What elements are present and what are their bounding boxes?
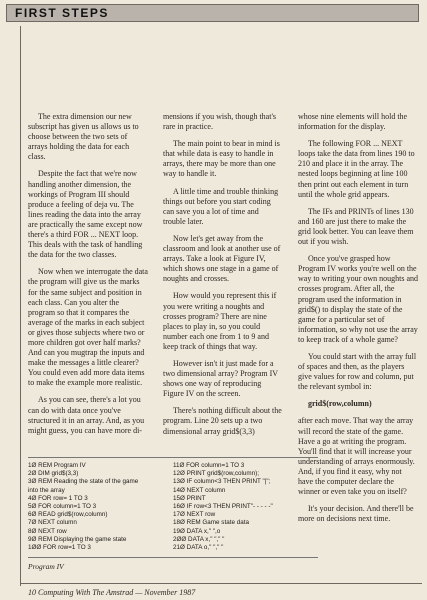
- listing-top-rule: [28, 457, 318, 458]
- code-line: 1Ø REM Program IV: [28, 462, 86, 469]
- code-line: 1ØØ FOR row=1 TO 3: [28, 544, 91, 552]
- listing-bottom-rule: [28, 557, 318, 558]
- code-line: 3Ø REM Reading the state of the game: [28, 478, 139, 486]
- paragraph: Despite the fact that we're now handling another dimension, the workings of Program III should produce a feeling of deja vu. The lines reading the data into the array are practically the same except now there's a third FOR ... NEXT loop. This deals with the task of handling the data for the two classes.: [28, 169, 143, 260]
- paragraph: whose nine elements will hold the information for the display.: [298, 112, 408, 132]
- article-column-2: [163, 112, 283, 457]
- page-frame-bottom-line: [20, 583, 422, 584]
- listing-column-right: [173, 462, 318, 582]
- code-line: 9Ø REM Displaying the game state: [28, 535, 127, 543]
- listing-caption: Program IV: [28, 562, 64, 571]
- code-line: 19Ø DATA x," ",o: [173, 527, 221, 535]
- section-title: FIRST STEPS: [15, 6, 109, 20]
- article-column-1: [28, 112, 148, 457]
- code-line: 8Ø NEXT row: [28, 527, 67, 535]
- code-line: 7Ø NEXT column: [28, 519, 77, 527]
- code-line: 13Ø IF column<3 THEN PRINT "|";: [173, 478, 271, 486]
- paragraph: A little time and trouble thinking things out before you start coding can save you a lot of time and trouble later.: [163, 186, 279, 226]
- paragraph: Once you've grasped how Program IV works you're well on the way to writing your own noughts and crosses program. After all, the program used the information in grid$() to display the state of the game for a particular set of information, so why not use the array to keep track of a whole game?: [298, 254, 418, 344]
- code-line: 4Ø FOR row= 1 TO 3: [28, 494, 88, 502]
- code-line: 18Ø REM Game state data: [173, 519, 249, 527]
- paragraph: after each move. That way the array will record the state of the game. Have a go at writing the program. You'll find that it will increase your understanding of arrays enormously. And, if you find it easy, why not have the computer declare the winner or even take you on itself?: [298, 416, 415, 497]
- program-listing: [28, 462, 318, 582]
- formula-line: grid$(row,column): [308, 399, 372, 409]
- paragraph: mensions if you wish, though that's rare in practice.: [163, 112, 276, 132]
- paragraph: Now when we interrogate the data the program will give us the marks for the same subject and position in each class. Can you alter the program so that it compares the average of the marks in each subject or gives those subjects where two or more children got over half marks? And can you mugtrap the inputs and make the messages a little clearer? You could even add more data items to make the example more realistic.: [28, 267, 148, 388]
- paragraph: It's your decision. And there'll be more on decisions next time.: [298, 504, 414, 524]
- code-line: 14Ø NEXT column: [173, 486, 226, 494]
- article-column-3: [298, 112, 418, 524]
- page-footer: 10 Computing With The Amstrad — November 1987: [28, 588, 196, 597]
- paragraph: There's nothing difficult about the program. Line 20 sets up a two dimensional array grid$(3,3): [163, 406, 282, 436]
- code-line: 2ØØ DATA x," "," ": [173, 535, 225, 543]
- paragraph: As you can see, there's a lot you can do with data once you've structured it in an array. And, as you might guess, you can have more di-: [28, 395, 145, 435]
- paragraph: The main point to bear in mind is that while data is easy to handle in arrays, there may be more than one way to handle it.: [163, 139, 280, 179]
- paragraph: Now let's get away from the classroom and look at another use of arrays. Take a look at Figure IV, which shows one stage in a game of noughts and crosses.: [163, 233, 281, 284]
- paragraph: You could start with the array full of spaces and then, as the players give values for row and column, put the relevant symbol in:: [298, 351, 417, 392]
- section-header-bar: [6, 4, 419, 22]
- code-line: 16Ø IF row<3 THEN PRINT"- - - - -": [173, 503, 273, 511]
- code-line: 11Ø FOR column=1 TO 3: [173, 462, 245, 469]
- code-line: 21Ø DATA o," "," ": [173, 544, 224, 552]
- code-line: 2Ø DIM grid$(3,3): [28, 470, 79, 478]
- paragraph: However isn't it just made for a two dimensional array? Program IV shows one way of reproducing Figure IV on the screen.: [163, 358, 278, 399]
- code-line: 17Ø NEXT row: [173, 511, 216, 519]
- code-line: 15Ø PRINT: [173, 494, 206, 502]
- code-line: 5Ø FOR column=1 TO 3: [28, 503, 97, 511]
- paragraph: The following FOR ... NEXT loops take the data from lines 190 to 210 and place it in the array. The nested loops beginning at line 100 then print out each element in turn until the whole grid appears.: [298, 139, 415, 199]
- paragraph: The extra dimension our new subscript has given us allows us to choose between the two sets of arrays holding the data for each class.: [28, 112, 139, 162]
- paragraph: How would you represent this if you were writing a noughts and crosses program? There are nine places to play in, so you could number each one from 1 to 9 and keep track of things that way.: [163, 291, 277, 351]
- code-line: into the array: [28, 486, 65, 494]
- paragraph: The IFs and PRINTs of lines 130 and 160 are just there to make the grid look better. You can leave them out if you wish.: [298, 206, 414, 247]
- code-line: 12Ø PRINT grid$(row,column);: [173, 470, 259, 478]
- code-line: 6Ø READ grid$(row,column): [28, 511, 108, 519]
